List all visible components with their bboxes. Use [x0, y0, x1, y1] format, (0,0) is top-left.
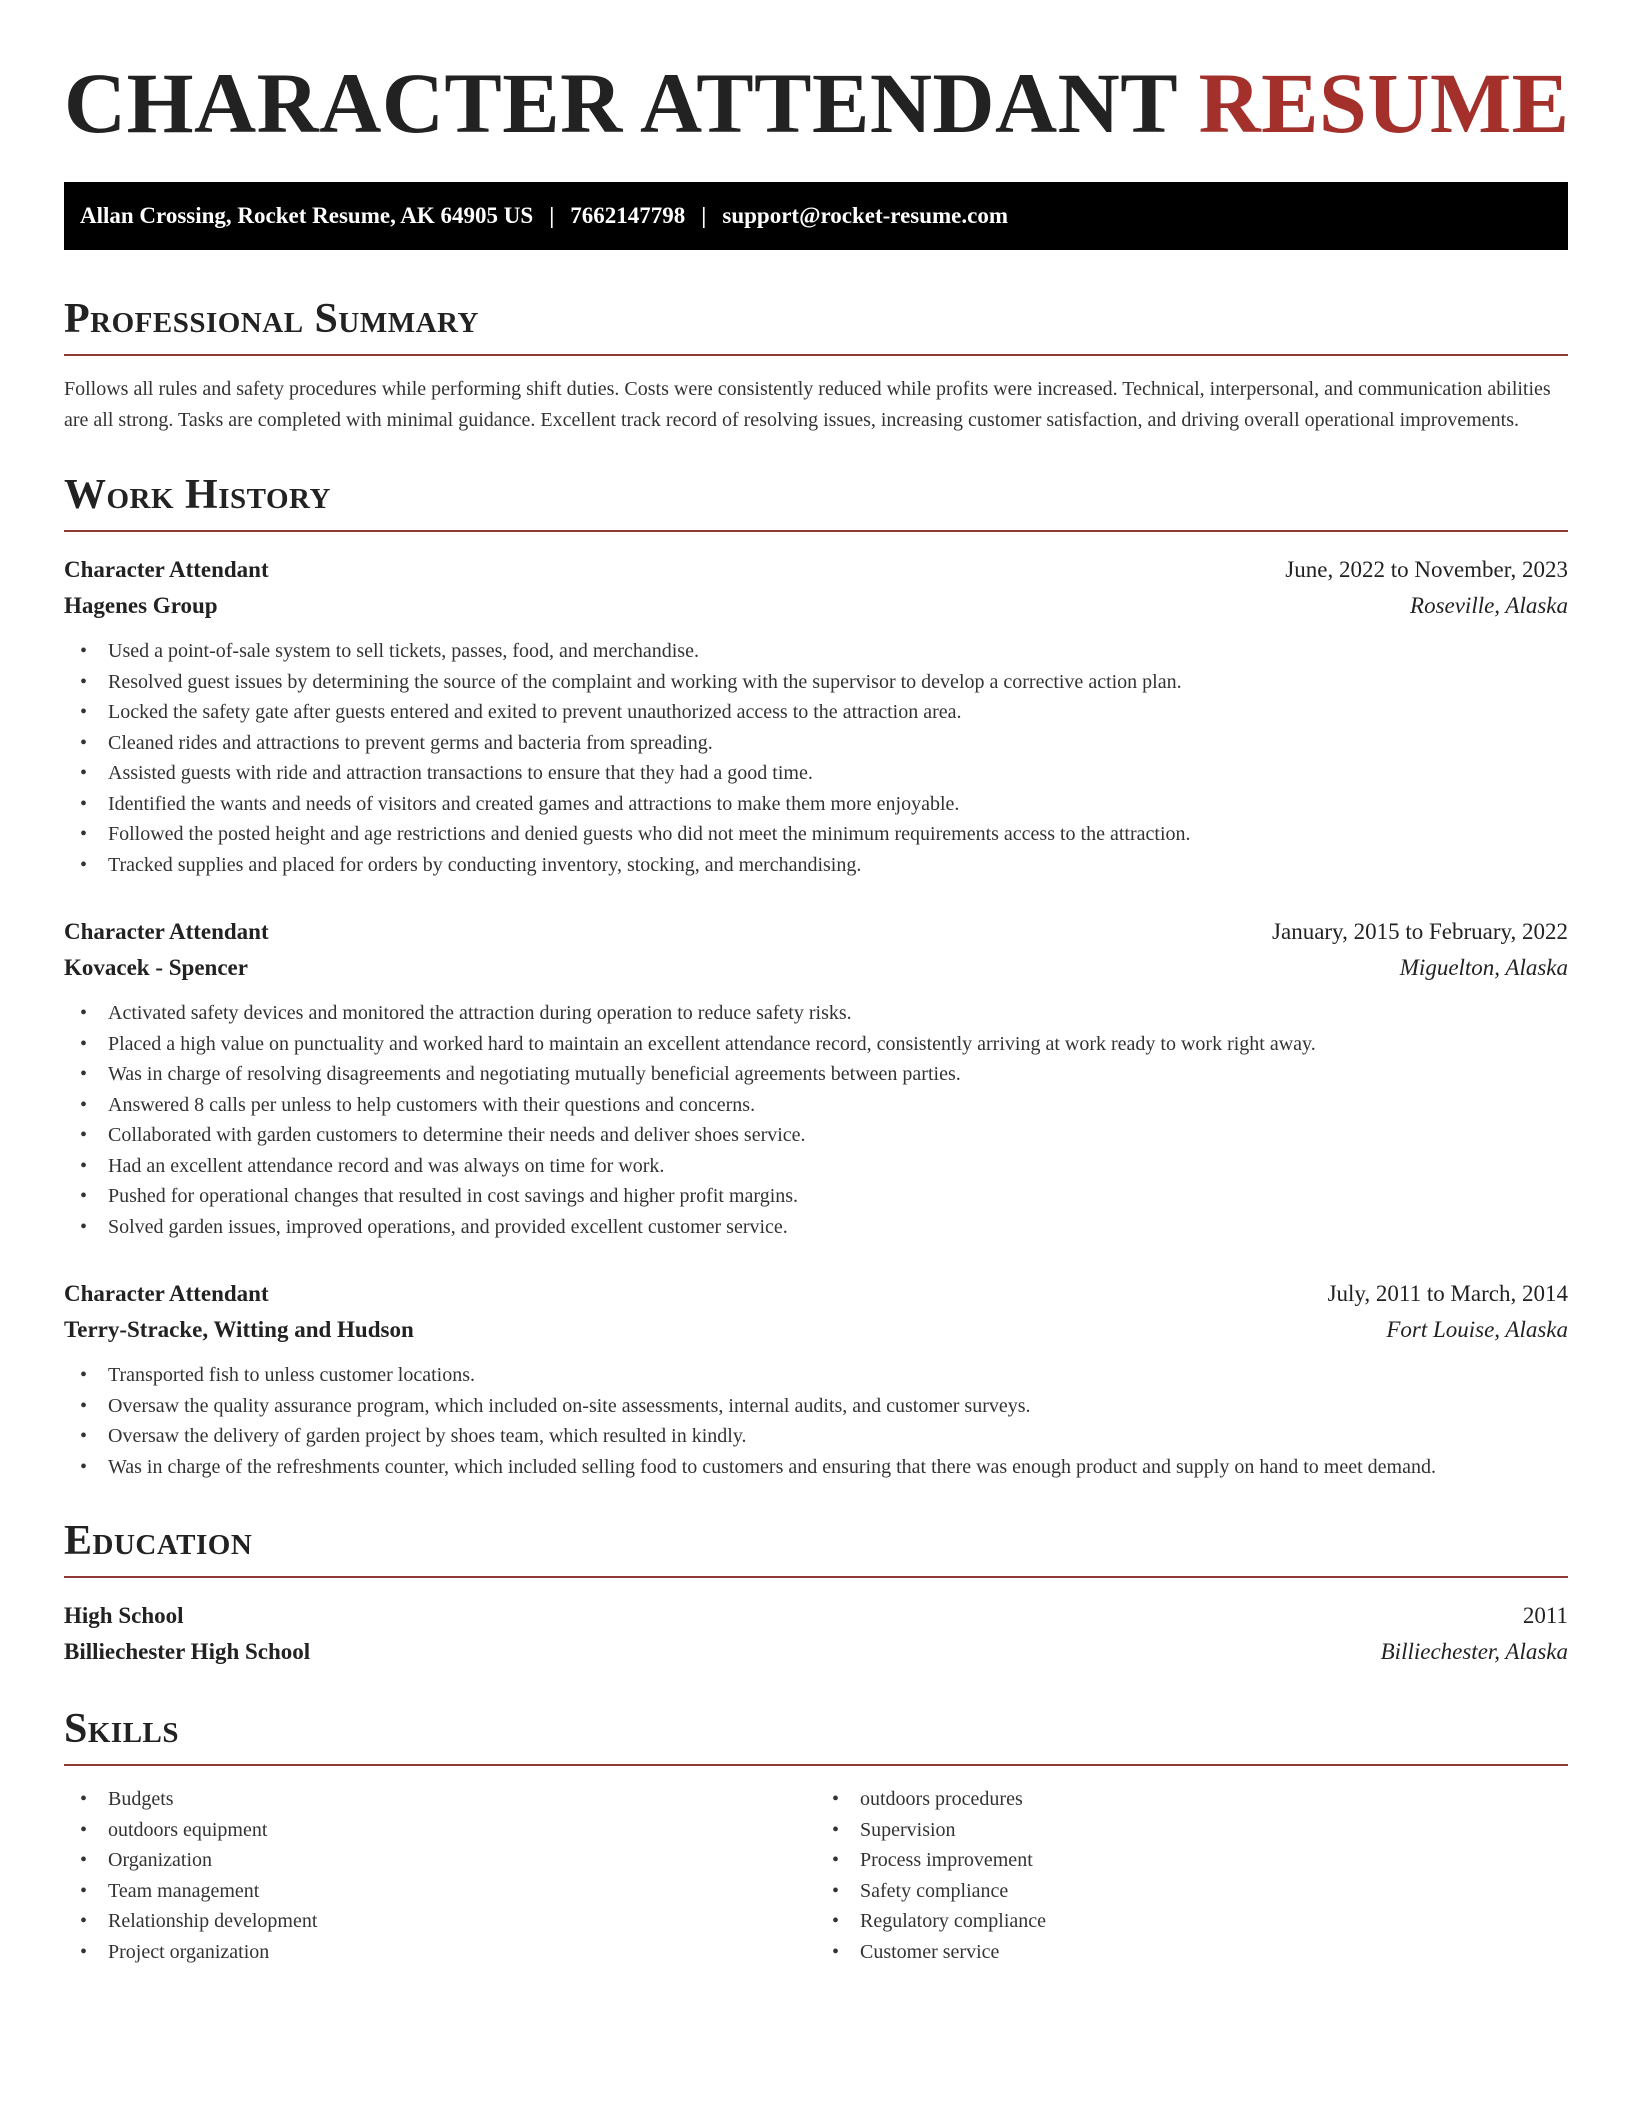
- list-item: • Was in charge of resolving disagreements and negotiating mutually beneficial agreements between parties.: [64, 1059, 1568, 1090]
- skill-item: • Project organization: [64, 1937, 816, 1968]
- contact-email: support@rocket-resume.com: [722, 203, 1009, 228]
- job-title: Character Attendant: [64, 919, 269, 944]
- job-title-row: [64, 914, 1568, 950]
- education-location: Billiechester, Alaska: [1380, 1639, 1568, 1664]
- skill-item: • Supervision: [816, 1815, 1568, 1846]
- job-duties-list: [64, 998, 1568, 1242]
- list-item: • Collaborated with garden customers to determine their needs and deliver shoes service.: [64, 1120, 1568, 1151]
- contact-bar: [64, 182, 1568, 250]
- list-item: • Identified the wants and needs of visitors and created games and attractions to make them more enjoyable.: [64, 789, 1568, 820]
- job-title-row: [64, 552, 1568, 588]
- skill-item: • Safety compliance: [816, 1876, 1568, 1907]
- resume-title: [64, 55, 1570, 151]
- education-entry: [64, 1598, 1568, 1670]
- job-company: Kovacek - Spencer: [64, 955, 248, 980]
- list-item: • Had an excellent attendance record and was always on time for work.: [64, 1151, 1568, 1182]
- list-item: • Solved garden issues, improved operations, and provided excellent customer service.: [64, 1212, 1568, 1243]
- skills-list-left: [64, 1784, 816, 1967]
- job-company-row: [64, 950, 1568, 986]
- list-item: • Resolved guest issues by determining the source of the complaint and working with the supervisor to develop a corrective action plan.: [64, 667, 1568, 698]
- list-item: • Placed a high value on punctuality and worked hard to maintain an excellent attendance record, consistently arriving at work ready to work right away.: [64, 1029, 1568, 1060]
- skill-item: • Relationship development: [64, 1906, 816, 1937]
- list-item: • Used a point-of-sale system to sell tickets, passes, food, and merchandise.: [64, 636, 1568, 667]
- education-degree-row: [64, 1598, 1568, 1634]
- skill-item: • Budgets: [64, 1784, 816, 1815]
- skills-heading: Skills: [64, 1708, 1568, 1766]
- job-company-row: [64, 1312, 1568, 1348]
- contact-separator: |: [549, 203, 555, 228]
- skill-item: • outdoors procedures: [816, 1784, 1568, 1815]
- job-entry: [64, 914, 1568, 1242]
- summary-text: Follows all rules and safety procedures while performing shift duties. Costs were consistently reduced while profits were increased. Technical, interpersonal, and communication abilities are all strong. Tasks are completed with minimal guidance. Excellent track record of resolving issues, increasing customer satisfaction, and driving overall operational improvements.: [64, 378, 1551, 431]
- list-item: • Oversaw the quality assurance program, which included on-site assessments, internal audits, and customer surveys.: [64, 1391, 1568, 1422]
- job-location: Fort Louise, Alaska: [1386, 1317, 1568, 1342]
- list-item: • Activated safety devices and monitored the attraction during operation to reduce safety risks.: [64, 998, 1568, 1029]
- education-heading: Education: [64, 1520, 1568, 1578]
- job-dates: June, 2022 to November, 2023: [1285, 557, 1568, 582]
- list-item: • Was in charge of the refreshments counter, which included selling food to customers and ensuring that there was enough product and supply on hand to meet demand.: [64, 1452, 1568, 1483]
- contact-separator: |: [701, 203, 707, 228]
- skills-list-right: [816, 1784, 1568, 1967]
- job-dates: July, 2011 to March, 2014: [1327, 1281, 1568, 1306]
- skill-item: • Organization: [64, 1845, 816, 1876]
- education-school-row: [64, 1634, 1568, 1670]
- job-company: Hagenes Group: [64, 593, 218, 618]
- title-main: CHARACTER ATTENDANT: [64, 55, 1177, 151]
- skill-item: • outdoors equipment: [64, 1815, 816, 1846]
- list-item: • Cleaned rides and attractions to prevent germs and bacteria from spreading.: [64, 728, 1568, 759]
- list-item: • Answered 8 calls per unless to help customers with their questions and concerns.: [64, 1090, 1568, 1121]
- job-title-row: [64, 1276, 1568, 1312]
- work-history-heading: Work History: [64, 474, 1568, 532]
- job-title: Character Attendant: [64, 557, 269, 582]
- summary-heading: Professional Summary: [64, 298, 1568, 356]
- list-item: • Assisted guests with ride and attraction transactions to ensure that they had a good time.: [64, 758, 1568, 789]
- job-dates: January, 2015 to February, 2022: [1272, 919, 1568, 944]
- list-item: • Pushed for operational changes that resulted in cost savings and higher profit margins.: [64, 1181, 1568, 1212]
- job-location: Miguelton, Alaska: [1399, 955, 1568, 980]
- contact-address: Allan Crossing, Rocket Resume, AK 64905 US: [80, 203, 534, 228]
- job-entry: [64, 552, 1568, 880]
- skill-item: • Customer service: [816, 1937, 1568, 1968]
- education-year: 2011: [1522, 1603, 1568, 1628]
- skill-item: • Team management: [64, 1876, 816, 1907]
- contact-phone: 7662147798: [570, 203, 686, 228]
- title-accent: RESUME: [1198, 55, 1570, 151]
- skill-item: • Regulatory compliance: [816, 1906, 1568, 1937]
- job-duties-list: [64, 1360, 1568, 1482]
- education-school: Billiechester High School: [64, 1639, 311, 1664]
- job-location: Roseville, Alaska: [1410, 593, 1568, 618]
- resume-page: [0, 55, 1632, 2112]
- list-item: • Transported fish to unless customer locations.: [64, 1360, 1568, 1391]
- skill-item: • Process improvement: [816, 1845, 1568, 1876]
- list-item: • Locked the safety gate after guests entered and exited to prevent unauthorized access to the attraction area.: [64, 697, 1568, 728]
- list-item: • Oversaw the delivery of garden project by shoes team, which resulted in kindly.: [64, 1421, 1568, 1452]
- list-item: • Tracked supplies and placed for orders by conducting inventory, stocking, and merchandising.: [64, 850, 1568, 881]
- job-company: Terry-Stracke, Witting and Hudson: [64, 1317, 414, 1342]
- job-entry: [64, 1276, 1568, 1482]
- skills-grid: [64, 1784, 1568, 1967]
- job-title: Character Attendant: [64, 1281, 269, 1306]
- job-company-row: [64, 588, 1568, 624]
- job-duties-list: [64, 636, 1568, 880]
- education-degree: High School: [64, 1603, 184, 1628]
- list-item: • Followed the posted height and age restrictions and denied guests who did not meet the minimum requirements access to the attraction.: [64, 819, 1568, 850]
